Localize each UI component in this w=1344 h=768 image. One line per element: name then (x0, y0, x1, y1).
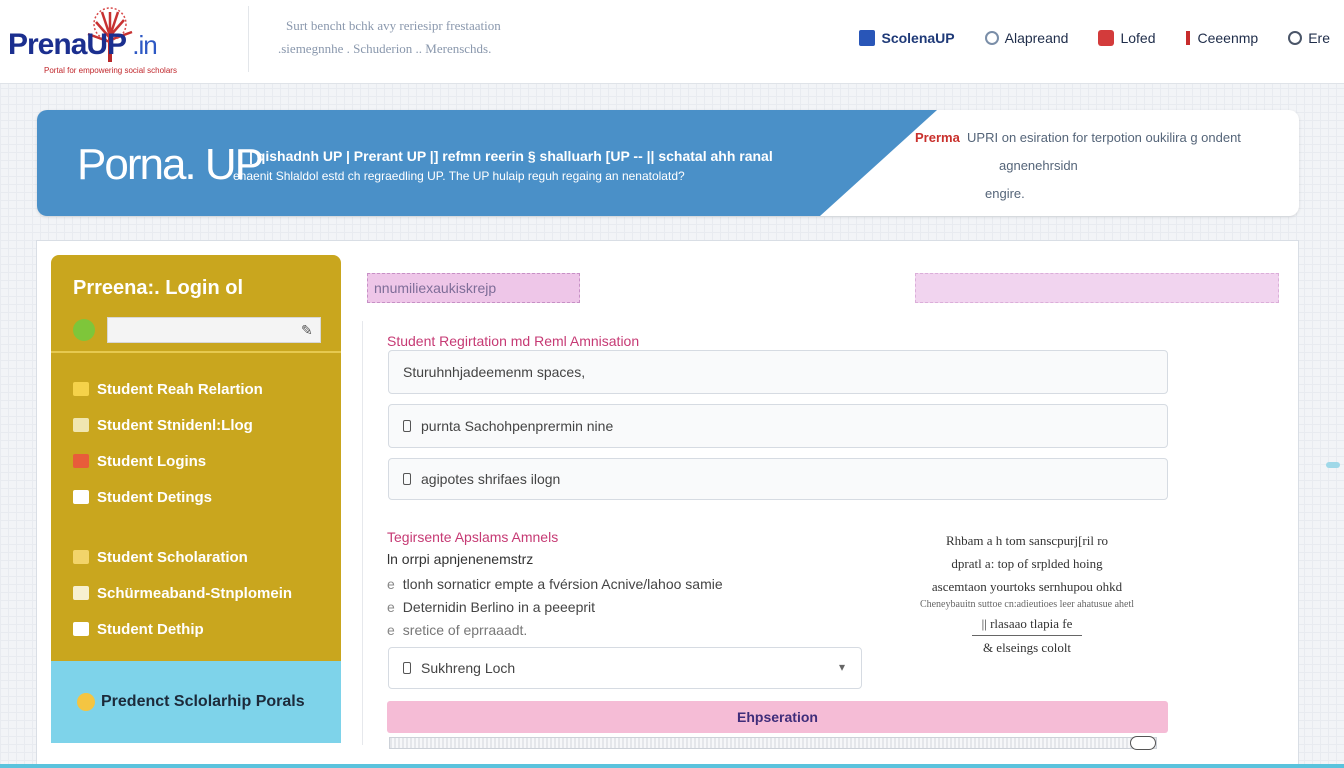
content-divider (362, 321, 363, 745)
sidebar-item-student-log[interactable]: Student Stnidenl:Llog (73, 407, 333, 443)
sidebar-item-scholaration[interactable]: Student Scholaration (73, 539, 333, 575)
grid-icon (73, 490, 89, 504)
banner-info: Prerma UPRI on esiration for terpotion oukilira g ondent agnenehrsidn engire. (915, 130, 1241, 201)
banner-text-line1: | qishadnh UP | Prerant UP |] refmn reerin § shalluarh [UP -- || schatal ahh ranal (249, 148, 773, 164)
pencil-icon (73, 454, 89, 468)
login-select[interactable]: Sukhreng Loch ▾ (388, 647, 862, 689)
header-tagline: Surt bencht bchk avy reriesipr frestaation .siemegnnhe . Schuderion .. Merenschds. (278, 18, 501, 56)
trophy-icon (73, 418, 89, 432)
sidebar-title: Prreena:. Login ol (73, 277, 244, 299)
tab-placeholder (915, 273, 1279, 303)
sidebar-divider (51, 351, 341, 353)
book-icon (859, 30, 875, 46)
banner-text-line2: enaenit Shlaldol estd ch regraedling UP. The UP hulaip reguh regaing an nenatolatd? (233, 169, 685, 183)
logo-tagline: Portal for empowering social scholars (44, 66, 177, 75)
sidebar-item-reah-relartion[interactable]: Student Reah Relartion (73, 371, 333, 407)
bar-icon (73, 550, 89, 564)
smile-icon (77, 693, 95, 711)
sidebar-footer-link[interactable]: Predenct Sclolarhip Porals (51, 661, 341, 743)
card-icon (73, 622, 89, 636)
main-panel (36, 240, 1299, 768)
sidebar-item-stnplomein[interactable]: Schürmeaband-Stnplomein (73, 575, 333, 611)
hero-banner (37, 110, 1299, 216)
logo-wordmark: PrenaUP .in (8, 28, 157, 61)
lock-icon (403, 662, 411, 674)
registration-field-1[interactable]: Sturuhnhjadeemenm spaces, (388, 350, 1168, 394)
flag-icon (1186, 31, 1192, 45)
application-section-subtitle: ln orrpi apnjenenemstrz (387, 551, 534, 567)
submit-button[interactable]: Ehpseration (387, 701, 1168, 733)
list-item: e sretice of eprraaadt. (387, 622, 528, 638)
top-nav (859, 30, 1330, 46)
side-info-box: Rhbam a h tom sanscpurj[ril ro dpratl a: top of srplded hoing ascemtaon yourtoks sernhupou ohkd Cheneybauitn suttoe cn:adieutioes leer ahatusue ahetl || rlasaao tlapia fe & elseings cololt (919, 533, 1135, 655)
bag-icon (1098, 30, 1114, 46)
gem-icon (73, 319, 95, 341)
chevron-down-icon: ▾ (838, 660, 845, 674)
sidebar-item-logins[interactable]: Student Logins (73, 443, 333, 479)
nav-item-alapreand[interactable]: Alapreand (985, 30, 1069, 46)
list-item: e tlonh sornaticr empte a fvérsion Acnive/lahoo samie (387, 576, 723, 592)
sidebar-search (73, 317, 323, 343)
sidebar-search-input[interactable] (107, 317, 321, 343)
lock-icon (403, 420, 411, 432)
edge-indicator (1326, 462, 1340, 468)
edit-icon[interactable]: ✎ (301, 322, 313, 338)
scroll-thumb[interactable] (1130, 736, 1156, 750)
site-logo[interactable] (6, 4, 236, 78)
list-item: e Deternidin Berlino in a peeeprit (387, 599, 596, 615)
application-bullets (387, 573, 723, 642)
folder-icon (73, 382, 89, 396)
nav-item-scolenaup[interactable]: ScolenaUP (859, 30, 954, 46)
registration-field-2[interactable]: purnta Sachohpenprermin nine (388, 404, 1168, 448)
globe-icon (1288, 31, 1302, 45)
top-header (0, 0, 1344, 84)
nav-item-ere[interactable]: Ere (1288, 30, 1330, 46)
banner-title: Porna. UP (77, 140, 262, 189)
application-section-title: Tegirsente Apslams Amnels (387, 529, 559, 545)
scroll-icon (73, 586, 89, 600)
people-icon (985, 31, 999, 45)
registration-section-title: Student Regirtation md Reml Amnisation (387, 333, 640, 349)
sidebar-menu (73, 371, 333, 647)
nav-item-ceeenmp[interactable]: Ceeenmp (1186, 30, 1259, 46)
sidebar-item-dethip[interactable]: Student Dethip (73, 611, 333, 647)
sidebar-item-detings[interactable]: Student Detings (73, 479, 333, 515)
login-sidebar (51, 255, 341, 743)
tab-label[interactable]: nnumiliexaukiskrejp (367, 273, 580, 303)
header-divider (248, 6, 249, 72)
bottom-accent-bar (0, 764, 1344, 768)
lock-icon (403, 473, 411, 485)
nav-item-lofed[interactable]: Lofed (1098, 30, 1155, 46)
horizontal-scrollbar[interactable] (389, 737, 1157, 749)
registration-field-3[interactable]: agipotes shrifaes ilogn (388, 458, 1168, 500)
